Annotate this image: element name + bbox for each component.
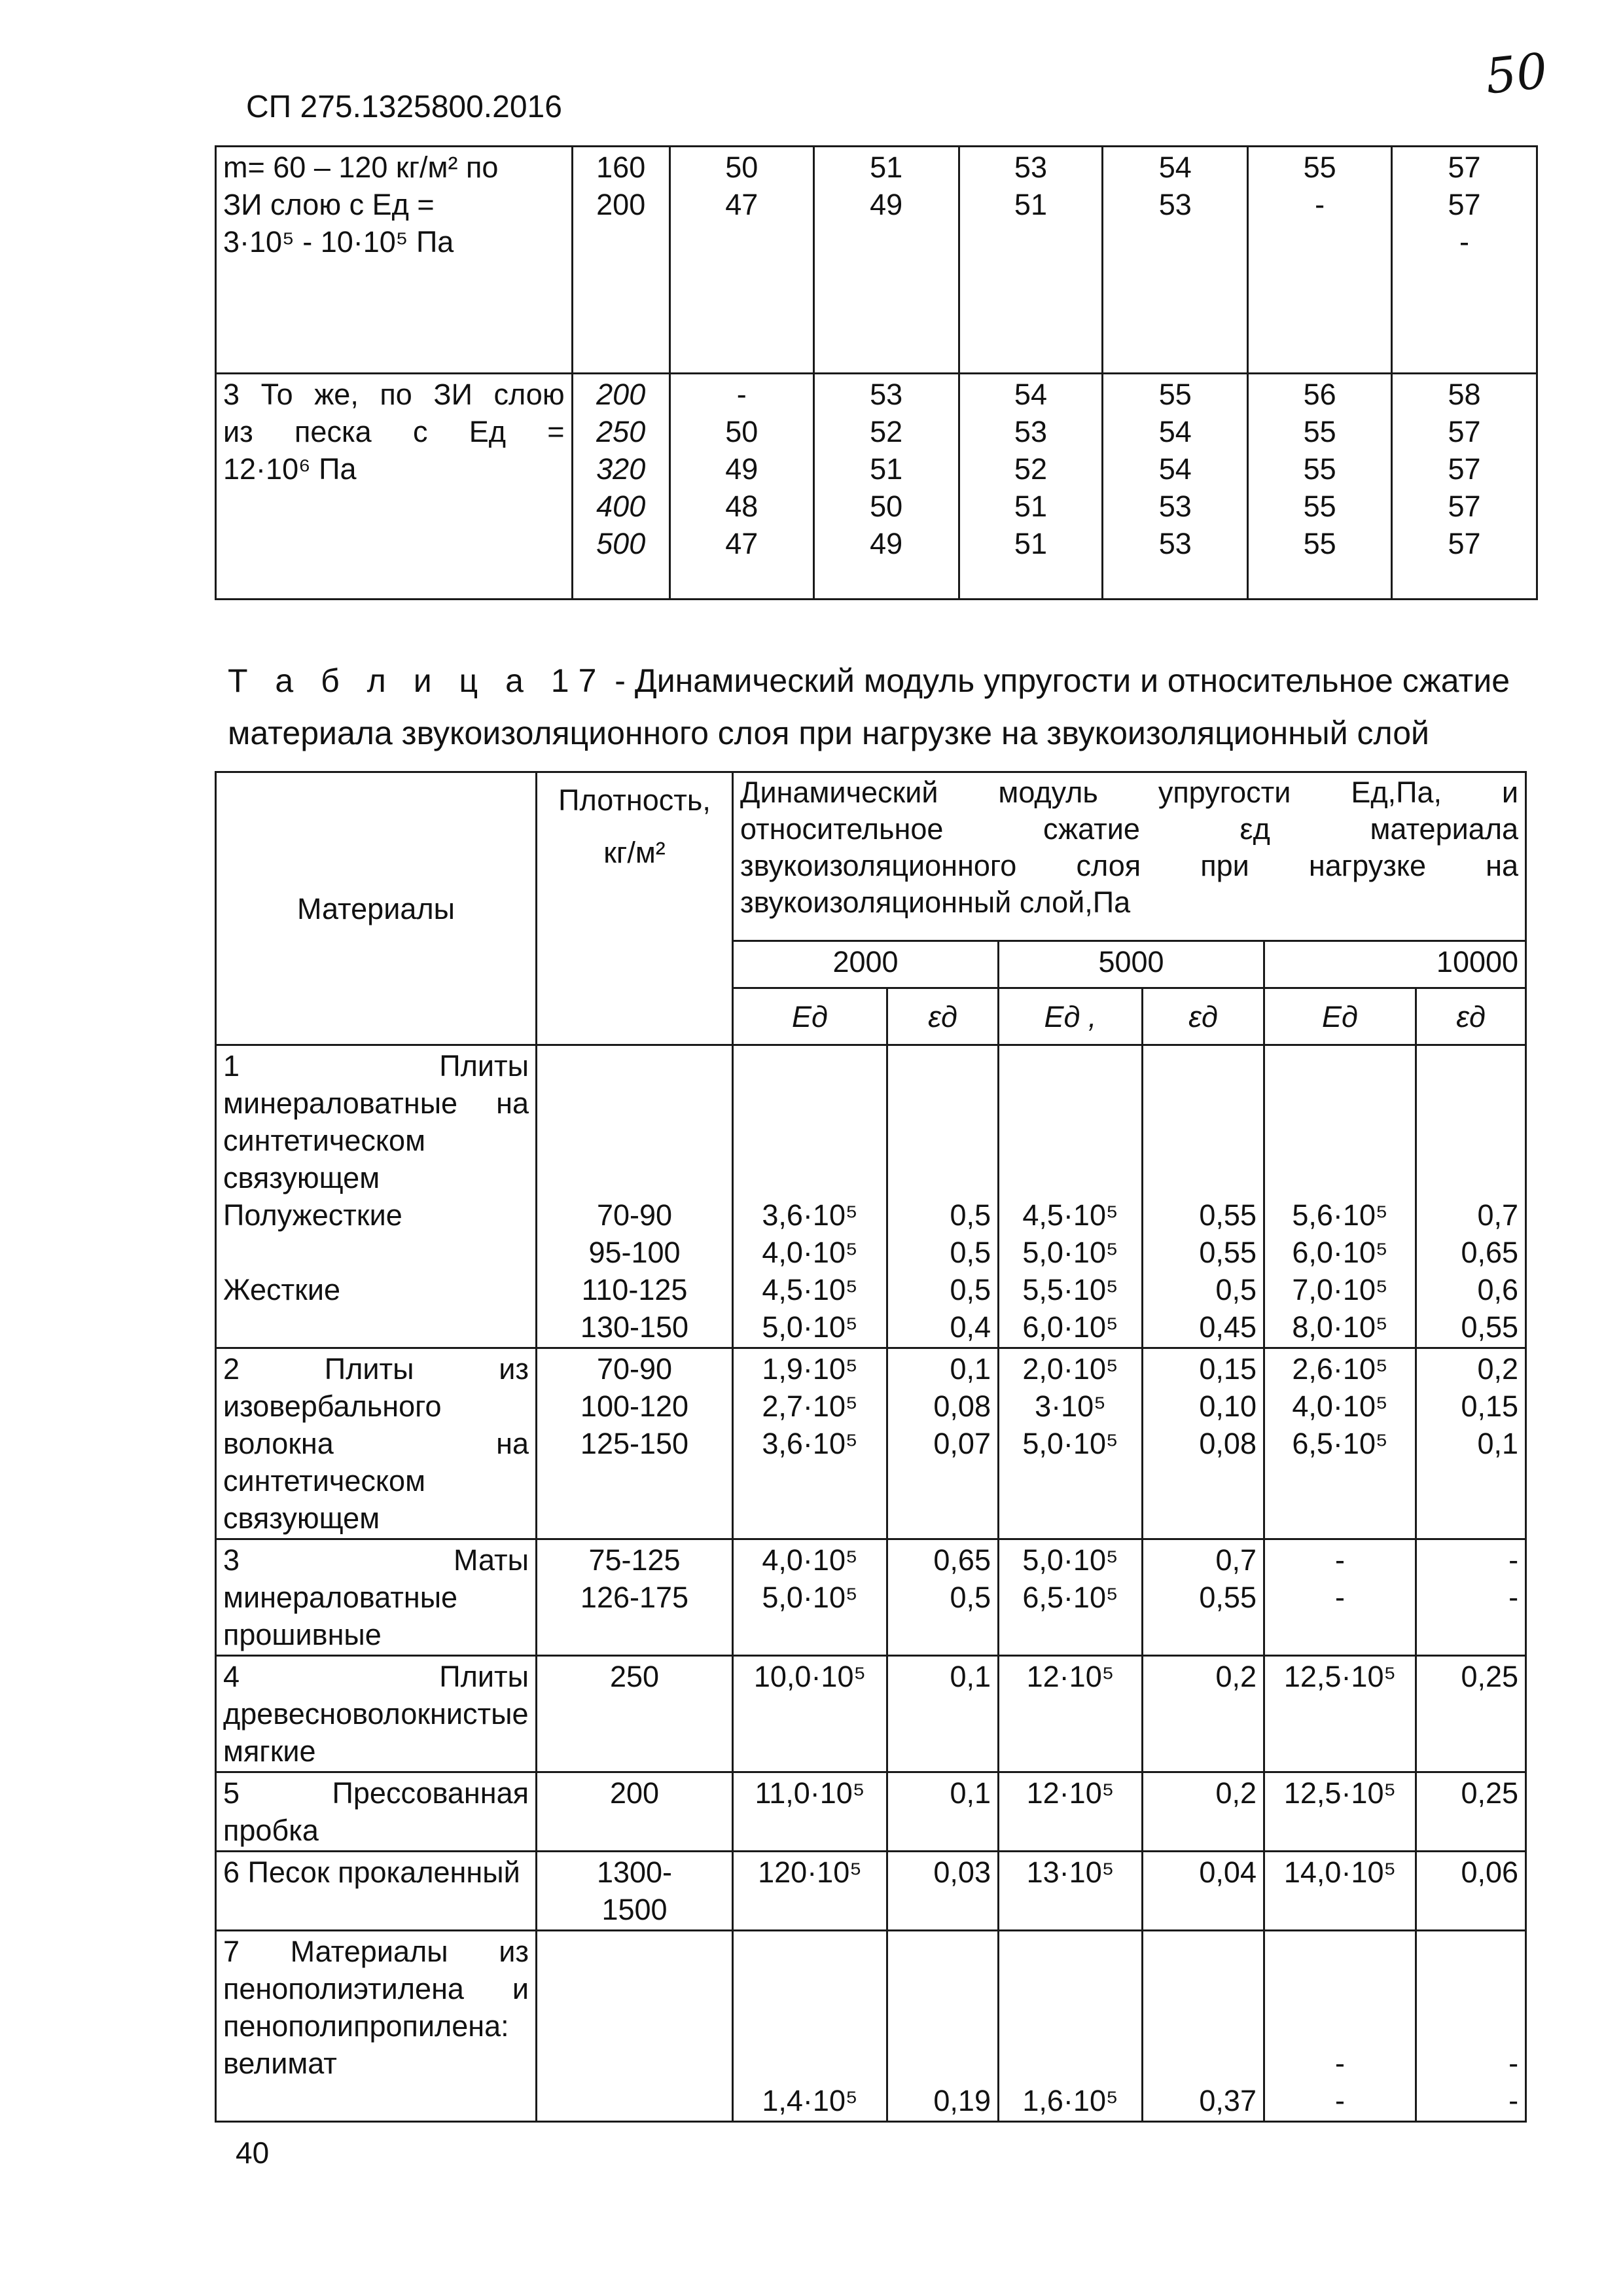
value-cell-epsd-2000: 0,19 bbox=[887, 1931, 999, 2122]
value-cell-ed-2000: 1,9·10⁵ 2,7·10⁵ 3,6·10⁵ bbox=[733, 1348, 887, 1539]
value: 49 bbox=[870, 527, 903, 560]
value-cell-epsd-2000: 0,5 0,5 0,5 0,4 bbox=[887, 1045, 999, 1348]
value: 51 bbox=[870, 151, 903, 184]
sub-ed-10000: Eд bbox=[1264, 988, 1416, 1045]
table-row bbox=[216, 1772, 1526, 1852]
density-value: 200 bbox=[596, 188, 646, 221]
value: - bbox=[736, 378, 747, 411]
value: 53 bbox=[1158, 527, 1192, 560]
value-cell-ed-5000: 1,6·10⁵ bbox=[999, 1931, 1143, 2122]
table-body bbox=[216, 1045, 1526, 2122]
value-cell-ed-10000: 12,5·10⁵ bbox=[1264, 1656, 1416, 1772]
handwritten-page-number: 50 bbox=[1482, 43, 1550, 105]
value: 55 bbox=[1303, 151, 1336, 184]
value-cell-epsd-5000: 0,37 bbox=[1143, 1931, 1264, 2122]
material-cell: 4 Плиты древесноволокнистые мягкие bbox=[216, 1656, 537, 1772]
value: 54 bbox=[1158, 415, 1192, 448]
label-line: m= 60 – 120 кг/м² по bbox=[223, 151, 499, 184]
value-cell-epsd-2000: 0,65 0,5 bbox=[887, 1539, 999, 1656]
density-value: 320 bbox=[596, 452, 646, 486]
table-row bbox=[216, 1045, 1526, 1348]
value-cell-ed-5000: 12·10⁵ bbox=[999, 1656, 1143, 1772]
value-cell-ed-10000: 5,6·10⁵ 6,0·10⁵ 7,0·10⁵ 8,0·10⁵ bbox=[1264, 1045, 1416, 1348]
caption-text: - Динамический модуль упругости и относительное сжатие материала звукоизоляционного слоя при нагрузке на звукоизоляционный слой bbox=[228, 662, 1510, 751]
density-value: 200 bbox=[596, 378, 646, 411]
value: 51 bbox=[870, 452, 903, 486]
value-cell-ed-5000: 12·10⁵ bbox=[999, 1772, 1143, 1852]
sub-epsd-2000: εд bbox=[887, 988, 999, 1045]
table-row bbox=[216, 1348, 1526, 1539]
value: 54 bbox=[1158, 151, 1192, 184]
density-cell: 70-90 95-100 110-125 130-150 bbox=[537, 1045, 733, 1348]
label-line: ЗИ слою с Eд = bbox=[223, 188, 435, 221]
value-cell-epsd-5000: 0,2 bbox=[1143, 1772, 1264, 1852]
density-cell bbox=[572, 374, 669, 600]
density-cell: 75-125 126-175 bbox=[537, 1539, 733, 1656]
value: 57 bbox=[1448, 452, 1481, 486]
material-cell: 3 Маты минераловатные прошивные bbox=[216, 1539, 537, 1656]
density-value: 250 bbox=[596, 415, 646, 448]
value: 57 bbox=[1448, 490, 1481, 523]
value-cell bbox=[1392, 374, 1537, 600]
value: 53 bbox=[1158, 188, 1192, 221]
label-line: 3·10⁵ - 10·10⁵ Па bbox=[223, 225, 454, 259]
density-cell: 250 bbox=[537, 1656, 733, 1772]
sub-epsd-5000: εд bbox=[1143, 988, 1264, 1045]
material-cell: 5 Прессованная пробка bbox=[216, 1772, 537, 1852]
value-cell-ed-5000: 5,0·10⁵ 6,5·10⁵ bbox=[999, 1539, 1143, 1656]
value: 54 bbox=[1014, 378, 1047, 411]
value-cell-ed-10000: 2,6·10⁵ 4,0·10⁵ 6,5·10⁵ bbox=[1264, 1348, 1416, 1539]
value-cell-ed-2000: 4,0·10⁵ 5,0·10⁵ bbox=[733, 1539, 887, 1656]
material-cell: 1 Плиты минераловатные на синтетическом связующем Полужесткие Жесткие bbox=[216, 1045, 537, 1348]
value-cell-epsd-10000: 0,25 bbox=[1416, 1772, 1526, 1852]
value-cell-ed-5000: 4,5·10⁵ 5,0·10⁵ 5,5·10⁵ 6,0·10⁵ bbox=[999, 1045, 1143, 1348]
value: 51 bbox=[1014, 527, 1047, 560]
value-cell bbox=[1103, 374, 1248, 600]
value-cell bbox=[1103, 147, 1248, 374]
table-row bbox=[216, 1539, 1526, 1656]
value: 52 bbox=[870, 415, 903, 448]
value-cell bbox=[1248, 147, 1392, 374]
value: 50 bbox=[725, 415, 758, 448]
density-value: 160 bbox=[596, 151, 646, 184]
value: 56 bbox=[1303, 378, 1336, 411]
material-cell: 2 Плиты из изовербального волокна на синтетическом связующем bbox=[216, 1348, 537, 1539]
density-cell bbox=[537, 1931, 733, 2122]
value: - bbox=[1459, 225, 1470, 259]
load-10000: 10000 bbox=[1264, 941, 1526, 988]
value-cell bbox=[669, 374, 813, 600]
density-value: 400 bbox=[596, 490, 646, 523]
table-row bbox=[216, 1931, 1526, 2122]
value-cell bbox=[1248, 374, 1392, 600]
load-2000: 2000 bbox=[733, 941, 999, 988]
row-label bbox=[216, 374, 573, 600]
value: 58 bbox=[1448, 378, 1481, 411]
value-cell-epsd-5000: 0,15 0,10 0,08 bbox=[1143, 1348, 1264, 1539]
header-materials: Материалы bbox=[216, 772, 537, 1045]
value: 57 bbox=[1448, 527, 1481, 560]
table-caption bbox=[228, 655, 1537, 759]
value: 53 bbox=[870, 378, 903, 411]
value: 54 bbox=[1158, 452, 1192, 486]
value-cell-epsd-10000: - - bbox=[1416, 1539, 1526, 1656]
value: 53 bbox=[1014, 415, 1047, 448]
value: 50 bbox=[725, 151, 758, 184]
density-cell: 200 bbox=[537, 1772, 733, 1852]
density-cell: 70-90 100-120 125-150 bbox=[537, 1348, 733, 1539]
value-cell-ed-5000: 2,0·10⁵ 3·10⁵ 5,0·10⁵ bbox=[999, 1348, 1143, 1539]
material-cell: 7 Материалы из пенополиэтилена и пенополипропилена: велимат bbox=[216, 1931, 537, 2122]
value-cell-epsd-2000: 0,1 bbox=[887, 1656, 999, 1772]
value-cell bbox=[669, 147, 813, 374]
row-label bbox=[216, 147, 573, 374]
value-cell bbox=[959, 374, 1103, 600]
value-cell-epsd-2000: 0,1 bbox=[887, 1772, 999, 1852]
value-cell-ed-10000: - - bbox=[1264, 1931, 1416, 2122]
value: 49 bbox=[725, 452, 758, 486]
value: 57 bbox=[1448, 151, 1481, 184]
value: 47 bbox=[725, 188, 758, 221]
value-cell-ed-2000: 11,0·10⁵ bbox=[733, 1772, 887, 1852]
value-cell-epsd-10000: 0,2 0,15 0,1 bbox=[1416, 1348, 1526, 1539]
value: 50 bbox=[870, 490, 903, 523]
value: 55 bbox=[1303, 490, 1336, 523]
table-row bbox=[216, 147, 1537, 374]
density-value: 500 bbox=[596, 527, 646, 560]
value-cell-epsd-10000: - - bbox=[1416, 1931, 1526, 2122]
sub-ed-2000: Eд bbox=[733, 988, 887, 1045]
value-cell-epsd-5000: 0,7 0,55 bbox=[1143, 1539, 1264, 1656]
label-line: из песка с Eд = bbox=[223, 415, 565, 448]
value-cell-epsd-5000: 0,04 bbox=[1143, 1852, 1264, 1931]
value: 53 bbox=[1014, 151, 1047, 184]
value-cell bbox=[1392, 147, 1537, 374]
value-cell-epsd-5000: 0,55 0,55 0,5 0,45 bbox=[1143, 1045, 1264, 1348]
table-17 bbox=[215, 771, 1527, 2123]
value-cell-epsd-10000: 0,25 bbox=[1416, 1656, 1526, 1772]
value-cell-epsd-10000: 0,06 bbox=[1416, 1852, 1526, 1931]
value: 55 bbox=[1303, 527, 1336, 560]
load-5000: 5000 bbox=[999, 941, 1264, 988]
table-row bbox=[216, 1656, 1526, 1772]
value: 49 bbox=[870, 188, 903, 221]
header-density: Плотность, кг/м² bbox=[537, 772, 733, 1045]
value: 55 bbox=[1303, 452, 1336, 486]
value: 52 bbox=[1014, 452, 1047, 486]
value: 53 bbox=[1158, 490, 1192, 523]
continued-table bbox=[215, 145, 1538, 600]
table-row bbox=[216, 1852, 1526, 1931]
value-cell-epsd-10000: 0,7 0,65 0,6 0,55 bbox=[1416, 1045, 1526, 1348]
value-cell-ed-2000: 3,6·10⁵ 4,0·10⁵ 4,5·10⁵ 5,0·10⁵ bbox=[733, 1045, 887, 1348]
value: - bbox=[1315, 188, 1325, 221]
value: 48 bbox=[725, 490, 758, 523]
value-cell-ed-2000: 1,4·10⁵ bbox=[733, 1931, 887, 2122]
sub-ed-5000: Eд , bbox=[999, 988, 1143, 1045]
value-cell-ed-2000: 120·10⁵ bbox=[733, 1852, 887, 1931]
header-modulus-title: Динамический модуль упругости Eд,Па, и относительное сжатие εд материала звукоизоляционного слоя при нагрузке на звукоизоляционный слой,Па bbox=[733, 772, 1526, 941]
label-line: 12·10⁶ Па bbox=[223, 452, 357, 486]
caption-prefix: Т а б л и ц а 17 bbox=[228, 662, 606, 699]
value-cell-ed-10000: 12,5·10⁵ bbox=[1264, 1772, 1416, 1852]
value-cell-ed-10000: - - bbox=[1264, 1539, 1416, 1656]
value-cell-ed-5000: 13·10⁵ bbox=[999, 1852, 1143, 1931]
document-code: СП 275.1325800.2016 bbox=[246, 90, 562, 124]
value: 57 bbox=[1448, 415, 1481, 448]
label-line: 3 То же, по ЗИ слою bbox=[223, 378, 565, 411]
density-cell bbox=[572, 147, 669, 374]
value: 51 bbox=[1014, 490, 1047, 523]
density-cell: 1300- 1500 bbox=[537, 1852, 733, 1931]
value-cell bbox=[959, 147, 1103, 374]
value: 55 bbox=[1303, 415, 1336, 448]
value: 51 bbox=[1014, 188, 1047, 221]
value-cell bbox=[813, 147, 959, 374]
value-cell-ed-10000: 14,0·10⁵ bbox=[1264, 1852, 1416, 1931]
header-row bbox=[216, 772, 1526, 941]
table-row bbox=[216, 374, 1537, 600]
value-cell-ed-2000: 10,0·10⁵ bbox=[733, 1656, 887, 1772]
value-cell bbox=[813, 374, 959, 600]
value-cell-epsd-2000: 0,03 bbox=[887, 1852, 999, 1931]
value: 47 bbox=[725, 527, 758, 560]
value: 57 bbox=[1448, 188, 1481, 221]
value-cell-epsd-5000: 0,2 bbox=[1143, 1656, 1264, 1772]
value: 55 bbox=[1158, 378, 1192, 411]
sub-epsd-10000: εд bbox=[1416, 988, 1526, 1045]
material-cell: 6 Песок прокаленный bbox=[216, 1852, 537, 1931]
page-number: 40 bbox=[236, 2136, 270, 2170]
value-cell-epsd-2000: 0,1 0,08 0,07 bbox=[887, 1348, 999, 1539]
